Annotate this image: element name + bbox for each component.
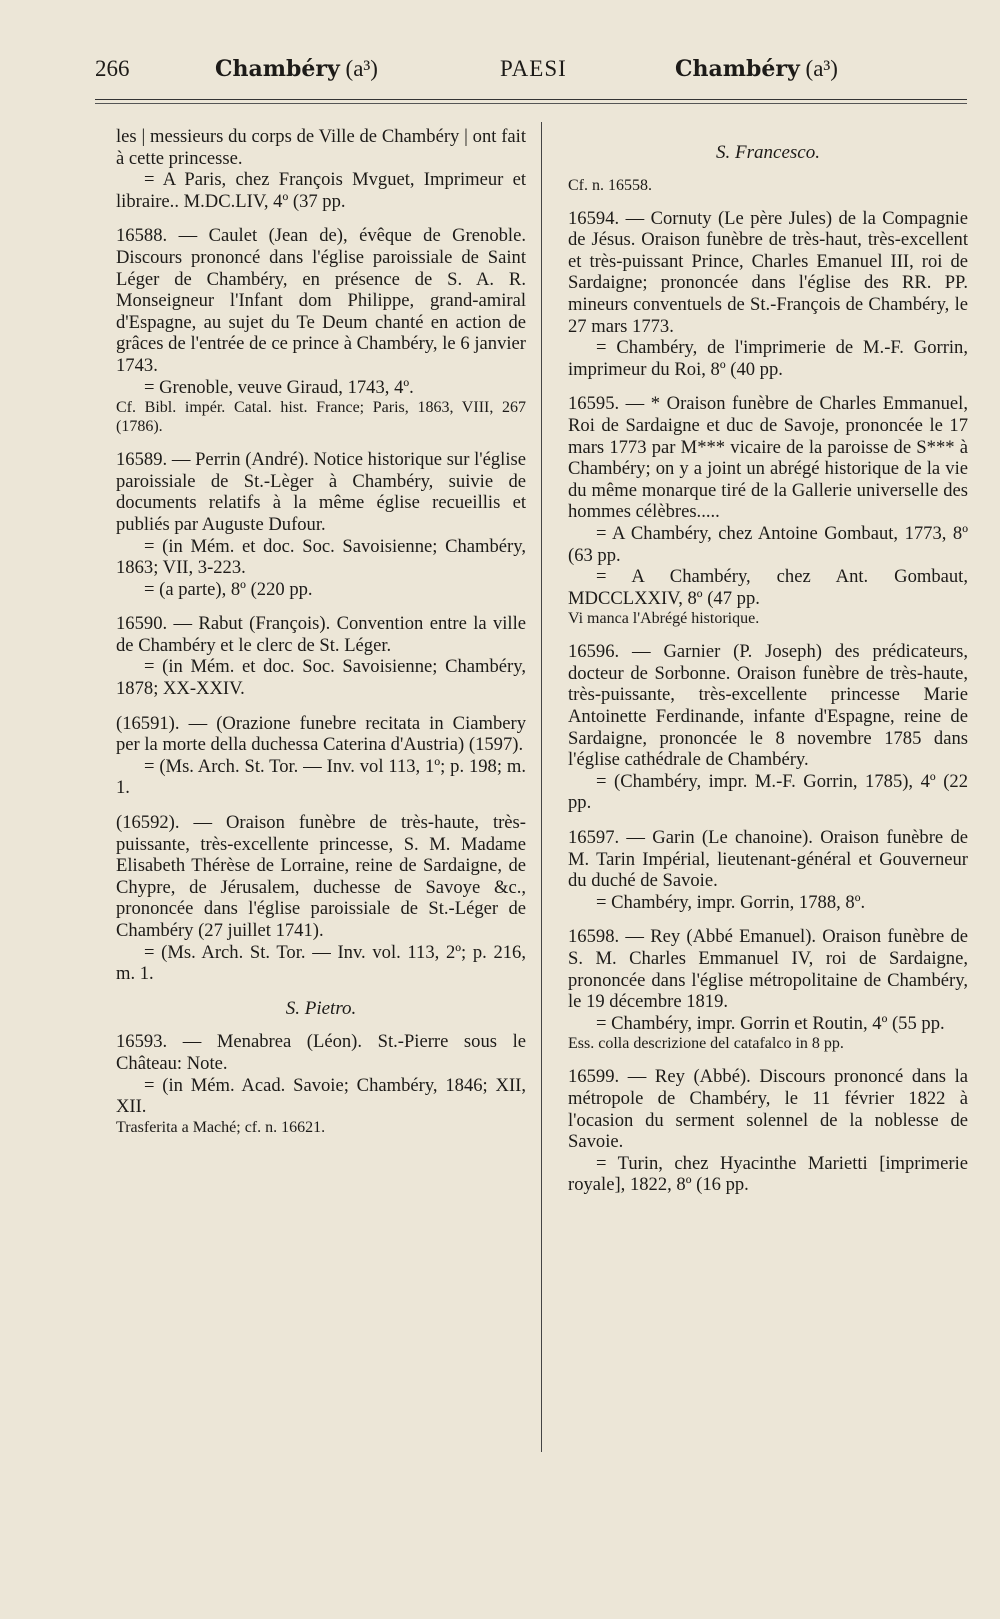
entry-imprint: = (Ms. Arch. St. Tor. — Inv. vol 113, 1º; p. 198; m. 1. (116, 755, 526, 799)
header-left-suffix: (a³) (345, 56, 378, 81)
entry-text: 16597. — Garin (Le chanoine). Oraison funèbre de M. Tarin Impérial, lieutenant-général et Gouverneur du duché de Savoie. (568, 827, 968, 892)
right-column (568, 126, 968, 1209)
page-number: 266 (95, 56, 130, 81)
column-divider (541, 122, 542, 1452)
entry-16593 (116, 1031, 526, 1136)
header-left (215, 56, 378, 82)
entry-imprint: = A Chambéry, chez Ant. Gombaut, MDCCLXXIV, 8º (47 pp. (568, 566, 968, 609)
entry-16590 (116, 613, 526, 699)
entry-imprint: = (in Mém. et doc. Soc. Savoisienne; Chambéry, 1863; VII, 3-223. (116, 535, 526, 579)
entry-16597 (568, 827, 968, 913)
entry-text: 16589. — Perrin (André). Notice historique sur l'église paroissiale de St.-Lèger à Chambéry, suivie de documents relatifs à la même église recueillis et publiés par Auguste Dufour. (116, 449, 526, 535)
entry-text: 16599. — Rey (Abbé). Discours prononcé dans la métropole de Chambéry, le 11 février 1822 à l'ocasion du serment solennel de la noblesse de Savoie. (568, 1066, 968, 1153)
entry-imprint: = Grenoble, veuve Giraud, 1743, 4º. (144, 376, 414, 398)
header-right-title: Chambéry (675, 56, 800, 82)
entry-imprint: = Chambéry, impr. Gorrin, 1788, 8º. (596, 891, 866, 913)
entry-text: 16595. — * Oraison funèbre de Charles Emmanuel, Roi de Sardaigne et duc de Savoje, prononcée le 17 mars 1773 par M*** vicaire de la paroisse de S*** à Chambéry; on y a joint un abrégé historique de la vie du même monarque tiré de la Gallerie universelle des hommes célèbres..... (568, 393, 968, 523)
entry-imprint: = (in Mém. et doc. Soc. Savoisienne; Chambéry, 1878; XX-XXIV. (116, 656, 526, 700)
entry-imprint: = A Paris, chez François Mvguet, Imprimeur et libraire.. M.DC.LIV, 4º (37 pp. (116, 169, 526, 212)
entry-text: les | messieurs du corps de Ville de Chambéry | ont fait à cette princesse. (116, 126, 526, 169)
header-right (675, 56, 838, 82)
entry-16596 (568, 641, 968, 814)
entry-16595 (568, 393, 968, 628)
entry-16594 (568, 208, 968, 381)
entry-note: Ess. colla descrizione del catafalco in 8 pp. (568, 1035, 844, 1053)
header-rule (95, 99, 967, 100)
header-right-suffix: (a³) (805, 56, 838, 81)
entry-16588 (116, 225, 526, 436)
entry-note: Cf. n. 16558. (568, 176, 652, 194)
entry-text: 16594. — Cornuty (Le père Jules) de la Compagnie de Jésus. Oraison funèbre de très-haut, très-excellent et très-puissant Prince, Charles Emanuel III, roi de Sardaigne; prononcée dans l'église des RR. PP. mineurs conventuels de St.-François de Chambéry, le 27 mars 1773. (568, 207, 968, 337)
entry-text: 16590. — Rabut (François). Convention entre la ville de Chambéry et le clerc de St. Léger. (116, 613, 526, 656)
entry-imprint: = (in Mém. Acad. Savoie; Chambéry, 1846; XII, XII. (116, 1074, 526, 1118)
entry-imprint: = (Chambéry, impr. M.-F. Gorrin, 1785), 4º (22 pp. (568, 770, 968, 814)
header-center: PAESI (500, 56, 567, 81)
left-column (116, 126, 526, 1150)
entry-16599 (568, 1066, 968, 1196)
header-rule-thin (95, 103, 967, 104)
entry-imprint: = Chambéry, de l'imprimerie de M.-F. Gorrin, imprimeur du Roi, 8º (40 pp. (568, 337, 968, 380)
section-heading: S. Francesco. (716, 142, 820, 163)
entry-note: Vi manca l'Abrégé historique. (568, 610, 760, 628)
entry-imprint: = (a parte), 8º (220 pp. (144, 578, 313, 600)
entry-imprint: = Turin, chez Hyacinthe Marietti [imprimerie royale], 1822, 8º (16 pp. (568, 1152, 968, 1196)
header-left-title: Chambéry (215, 56, 340, 82)
entry-text: 16596. — Garnier (P. Joseph) des prédicateurs, docteur de Sorbonne. Oraison funèbre de très-haute, très-puissante, très-excellente princesse Marie Antoinette Ferdinande, infante d'Espagne, reine de Sardaigne, prononcée le 8 novembre 1785 dans l'église cathédrale de Chambéry. (568, 641, 968, 771)
entry-16591 (116, 713, 526, 799)
entry-text: 16593. — Menabrea (Léon). St.-Pierre sous le Château: Note. (116, 1031, 526, 1074)
entry-text: 16588. — Caulet (Jean de), évêque de Grenoble. Discours prononcé dans l'église paroissiale de Saint Léger de Chambéry, en présence de S. A. R. Monseigneur l'Infant dom Philippe, grand-amiral d'Espagne, au sujet du Te Deum chanté en action de grâces de l'entrée de ce prince à Chambéry, le 6 janvier 1743. (116, 225, 526, 376)
entry-note: Cf. Bibl. impér. Catal. hist. France; Paris, 1863, VIII, 267 (1786). (116, 399, 526, 436)
entry-crossref (568, 176, 968, 195)
entry-continued (116, 126, 526, 212)
entry-imprint: = (Ms. Arch. St. Tor. — Inv. vol. 113, 2º; p. 216, m. 1. (116, 941, 526, 985)
entry-note: Trasferita a Maché; cf. n. 16621. (116, 1118, 326, 1136)
entry-16592 (116, 812, 526, 985)
entry-text: (16592). — Oraison funèbre de très-haute, très-puissante, très-excellente princesse, S. M. Madame Elisabeth Thérèse de Lorraine, reine de Sardaigne, de Chypre, de Jérusalem, duchesse de Savoye &c., prononcée dans l'église paroissiale de St.-Léger de Chambéry (27 juillet 1741). (116, 812, 526, 941)
section-heading: S. Pietro. (285, 997, 357, 1019)
entry-imprint: = Chambéry, impr. Gorrin et Routin, 4º (55 pp. (596, 1012, 945, 1034)
entry-16589 (116, 449, 526, 600)
entry-16598 (568, 926, 968, 1053)
entry-imprint: = A Chambéry, chez Antoine Gombaut, 1773, 8º (63 pp. (568, 522, 968, 566)
running-header (95, 56, 965, 96)
entry-text: (16591). — (Orazione funebre recitata in Ciambery per la morte della duchessa Caterina d'Austria) (1597). (116, 712, 526, 756)
entry-text: 16598. — Rey (Abbé Emanuel). Oraison funèbre de S. M. Charles Emmanuel IV, roi de Sardaigne, prononcée dans l'église métropolitaine de Chambéry, le 19 décembre 1819. (568, 926, 968, 1013)
